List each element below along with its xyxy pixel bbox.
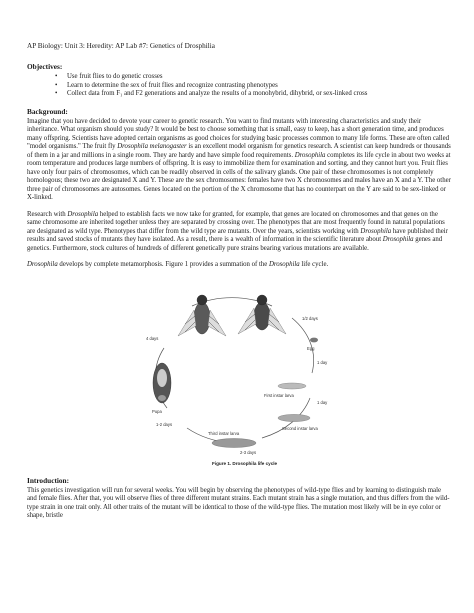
adult-female-fly — [178, 295, 226, 336]
life-cycle-figure — [122, 278, 352, 468]
label-days-top: 1/2 days — [302, 315, 318, 321]
introduction-heading: Introduction: — [27, 475, 70, 485]
label-egg: Egg — [307, 345, 315, 351]
document-page — [27, 42, 452, 529]
first-instar-larva-shape — [278, 383, 306, 389]
pupa-shape — [153, 363, 171, 403]
label-days-left: 4 days — [146, 335, 159, 341]
second-instar-larva-shape — [278, 414, 310, 421]
label-days-bottom-left: 1-2 days — [156, 421, 173, 427]
background-paragraph-3: Drosophila develops by complete metamorphosis. Figure 1 provides a summation of the Drosophila life cycle. — [27, 261, 329, 269]
egg-shape — [310, 337, 318, 342]
life-cycle-diagram — [122, 278, 352, 468]
objective-item: • Use fruit flies to do genetic crosses — [67, 73, 452, 82]
background-heading: Background: — [27, 106, 68, 116]
introduction-paragraph: This genetics investigation will run for several weeks. You will begin by observing the phenotypes of wild-type flies and by learning to distinguish male and female flies. After that, you will observe flies of three different mutant strains. Each mutant strain has a single mutation, and thus differs from the wild- type strain in one trait only. All other traits of the mutant will be identical to those of the wild-type flies. The mutation most likely will be in eye color or shape, bristle — [27, 486, 450, 520]
objective-item: • Collect data from F₁ and F2 generations and analyze the results of a monohybrid, dihybrid, or sex-linked cross — [67, 90, 452, 99]
third-instar-larva-shape — [212, 438, 256, 447]
objectives-list — [27, 73, 452, 99]
background-paragraph-2: Research with Drosophila helped to establish facts we now take for granted, for example, that genes are located on chromosomes and that genes on the same chromosome are inherited together unless they are separated by crossing over. The phenotypes that are most frequently found in natural populations are designated as wild type. Phenotypes that differ from the wild type are mutants. Over the years, scientists working with Drosophila have published their results and saved stocks of mutants they have isolated. As a result, there is a wealth of information in the scientific literature about Drosophila genes and genetics. Furthermore, stock cultures of hundreds of different genetically pure strains bearing various mutations are available. — [27, 210, 448, 252]
label-days-bottom: 2-3 days — [240, 449, 257, 455]
document-title: AP Biology: Unit 3: Heredity: AP Lab #7: Genetics of Drosphilia — [27, 42, 215, 50]
label-first-instar-larva: First instar larva — [264, 392, 294, 398]
background-paragraph-1: Imagine that you have decided to devote your career to genetic research. You want to find mutants with interesting characteristics and study their inheritance. What organism should you study? It would be best to choose something that is small, easy to keep, has a short generation time, and produces many offspring. Scientists have adopted certain organisms as good choices for studying basic processes common to many life forms. These are often called "model organisms." The fruit fly Drosophila melanogaster is an excellent model organism for genetics research. A scientist can keep hundreds or thousands of them in a jar and millions in a single room. They are hardy and have simple food requirements. Drosophila completes its life cycle in about two weeks at room temperature and produces large numbers of offspring. It is easy to immobilize them for examination and sorting, and they cannot hurt you. Fruit flies have only four pairs of chromosomes, which can be readily observed in cells of the salivary glands. One pair of these chromosomes is not completely homologous; these two are designated X and Y. These are the sex chromosomes: females have two X chromosomes and males have an X and a Y. The other three pair of chromosomes are autosomes. Genes located on the portion of the X chromosome that has no counterpart on the Y are said to be sex-linked or X-linked. — [27, 117, 451, 202]
label-days-right-2: 1 day — [317, 399, 328, 405]
adult-male-fly — [238, 295, 286, 334]
label-second-instar-larva: Second instar larva — [282, 425, 318, 431]
objective-item: • Learn to determine the sex of fruit flies and recognize contrasting phenotypes — [67, 82, 452, 91]
label-third-instar-larva: Third instar larva — [208, 430, 240, 436]
figure-caption: Figure 1. Drosophila life cycle — [212, 460, 278, 466]
label-pupa: Pupa — [152, 408, 162, 414]
label-days-right: 1 day — [317, 359, 328, 365]
objectives-heading: Objectives: — [27, 62, 63, 71]
